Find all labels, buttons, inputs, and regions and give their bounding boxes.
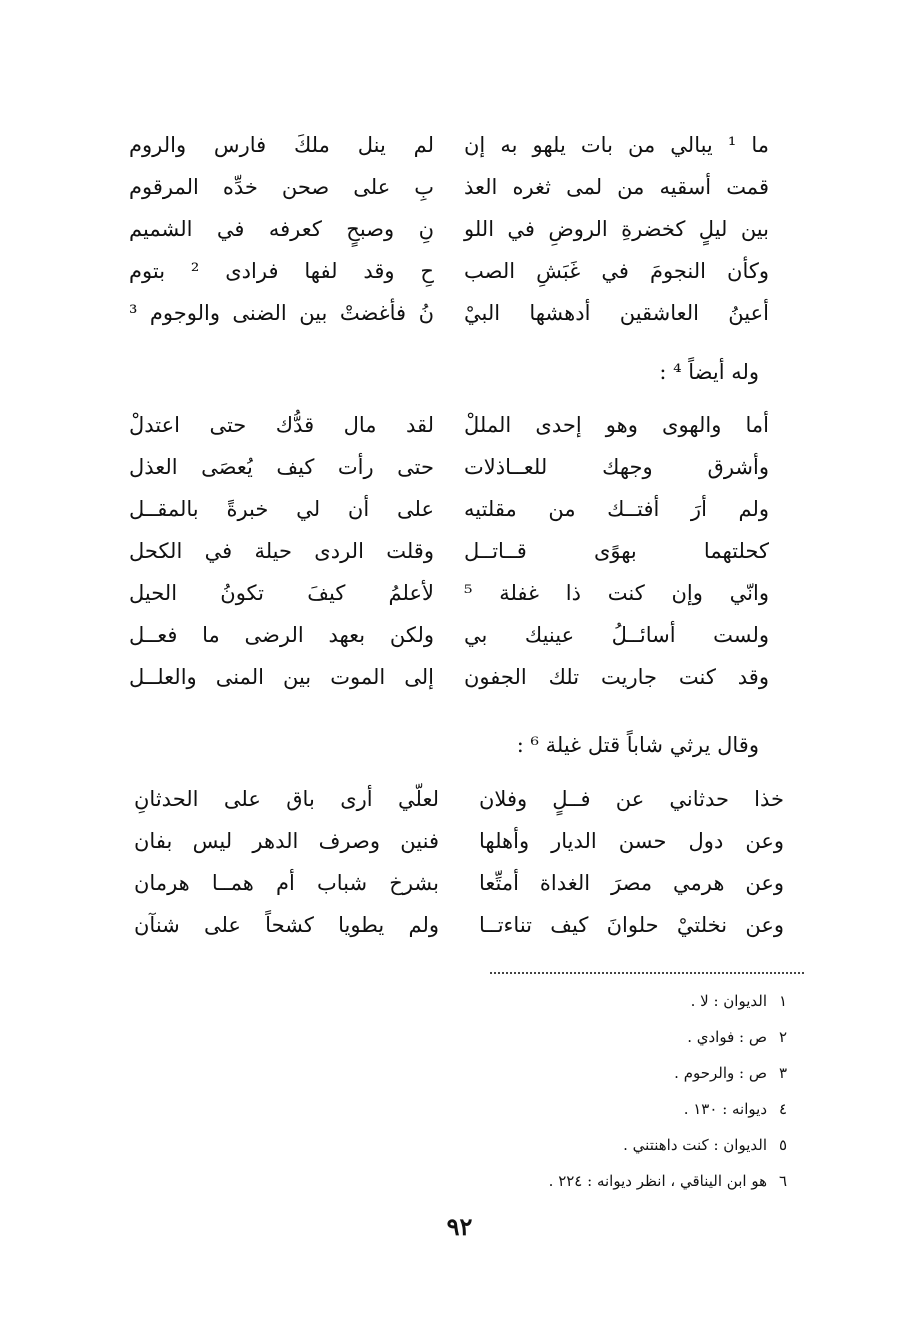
footnote-number: ٥ [778,1136,788,1154]
footnote-number: ٢ [778,1028,788,1046]
footnotes [549,983,793,1199]
verse-second-hemistich: بِ على صحن خدِّه المرقوم [129,175,434,199]
verse-first-hemistich: كحلتهما بهوًى قــاتــل [464,539,769,563]
verse-line [129,614,769,656]
footnote [549,983,793,1019]
verse-second-hemistich: لأعلمُ كيفَ تكونُ الحيل [129,581,434,605]
verse-second-hemistich: حِ وقد لفها فرادى ² بتوم [129,259,434,283]
verse-first-hemistich: أما والهوى وهو إحدى المللْ [464,413,769,437]
footnote [549,1055,793,1091]
verse-second-hemistich: على أن لي خبرةً بالمقــل [129,497,434,521]
verse-first-hemistich: ما ¹ يبالي من بات يلهو به إن [464,133,770,157]
verse-second-hemistich: حتى رأت كيف يُعصَى العذل [129,455,434,479]
verse-line [129,572,769,614]
poem-1 [129,124,769,334]
verse-line [134,862,784,904]
verse-first-hemistich: ولست أسائــلُ عينيك بي [464,623,769,647]
verse-line [129,530,769,572]
verse-second-hemistich: فنين وصرف الدهر ليس بفان [134,829,439,853]
verse-line [129,446,769,488]
verse-first-hemistich: قمت أسقيه من لمى ثغره العذ [464,175,769,199]
verse-line [129,404,769,446]
verse-line [129,292,769,334]
poem-3 [134,778,784,946]
verse-second-hemistich: وقلت الردى حيلة في الكحل [129,539,434,563]
footnote-text: ص : فوادي . [687,1028,767,1046]
footnote-number: ٤ [778,1100,788,1118]
footnote [549,1091,793,1127]
verse-first-hemistich: وقد كنت جاريت تلك الجفون [464,665,769,689]
verse-line [129,250,769,292]
poem-3-intro: وقال يرثي شاباً قتل غيلة ⁶ : [516,733,759,757]
verse-first-hemistich: وعن دول حسن الديار وأهلها [479,829,784,853]
footnote-text: الديوان : كنت داهنتني . [623,1136,767,1154]
footnote-text: ص : والرحوم . [674,1064,767,1082]
verse-second-hemistich: ولم يطويا كشحاً على شنآن [134,913,439,937]
footnote-text: ديوانه : ١٣٠ . [683,1100,767,1118]
verse-line [134,778,784,820]
footnote-number: ٦ [778,1172,788,1190]
footnote [549,1127,793,1163]
poem-2 [129,404,769,698]
verse-first-hemistich: وعن هرمي مصرَ الغداة أمتِّعا [479,871,784,895]
verse-line [129,124,769,166]
verse-second-hemistich: لم ينل ملكَ فارس والروم [129,133,434,157]
verse-first-hemistich: ولم أرَ أفتــك من مقلتيه [464,497,769,521]
verse-second-hemistich: ولكن بعهد الرضى ما فعــل [129,623,434,647]
footnote-separator [490,972,804,974]
verse-second-hemistich: نِ وصبحٍ كعرفه في الشميم [129,217,434,241]
verse-second-hemistich: لقد مال قدُّك حتى اعتدلْ [129,413,434,437]
verse-line [129,656,769,698]
footnote-number: ١ [778,992,788,1010]
verse-first-hemistich: وأشرق وجهك للعــاذلات [464,455,769,479]
verse-second-hemistich: بشرخ شباب أم همــا هرمان [134,871,439,895]
verse-line [129,488,769,530]
verse-second-hemistich: لعلّي أرى باق على الحدثانِ [134,787,439,811]
verse-first-hemistich: وعن نخلتيْ حلوانَ كيف تناءتــا [479,913,784,937]
verse-first-hemistich: وكأن النجومَ في غَبَشِ الصب [464,259,769,283]
footnote-text: هو ابن اليناقي ، انظر ديوانه : ٢٢٤ . [548,1172,767,1190]
footnote-text: الديوان : لا . [690,992,767,1010]
footnote [549,1163,793,1199]
verse-second-hemistich: إلى الموت بين المنى والعلــل [129,665,434,689]
verse-line [129,208,769,250]
verse-first-hemistich: وانّي وإن كنت ذا غفلة ⁵ [464,581,769,605]
verse-line [134,904,784,946]
page-number: ٩٢ [446,1212,473,1241]
verse-first-hemistich: خذا حدثاني عن فــلٍ وفلان [479,787,784,811]
verse-second-hemistich: نُ فأغضتْ بين الضنى والوجوم ³ [129,301,434,325]
verse-first-hemistich: بين ليلٍ كخضرةِ الروضِ في اللو [464,217,769,241]
poem-2-intro: وله أيضاً ⁴ : [659,360,759,384]
verse-first-hemistich: أعينُ العاشقين أدهشها البيْ [464,301,769,325]
verse-line [129,166,769,208]
footnote-number: ٣ [778,1064,788,1082]
footnote [549,1019,793,1055]
verse-line [134,820,784,862]
